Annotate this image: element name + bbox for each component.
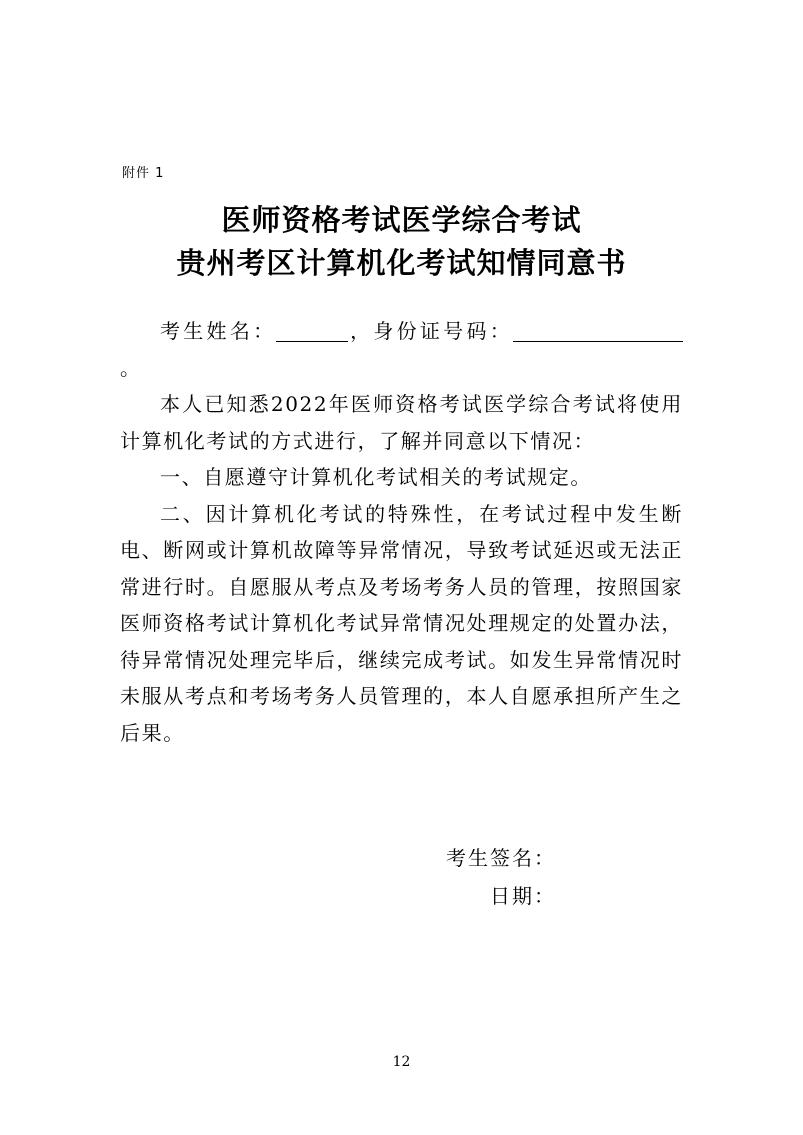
paragraph-item-1: 一、自愿遵守计算机化考试相关的考试规定。 — [160, 465, 592, 489]
candidate-info-line — [120, 313, 683, 386]
document-title-line-1: 医师资格考试医学综合考试 — [221, 203, 582, 237]
paragraph-item-2: 二、因计算机化考试的特殊性，在考试过程中发生断电、断网或计算机故障等异常情况，导致考试延迟或无法正常进行时。自愿服从考点及考场考务人员的管理，按照国家医师资格考试计算机化考试异常情况处理规定的处置办法，待异常情况处理完毕后，继续完成考试。如发生异常情况时未服从考点和考场考务人员管理的，本人自愿承担所产生之后果。 — [120, 501, 683, 745]
page-number: 12 — [392, 1054, 411, 1070]
name-blank-field[interactable] — [276, 319, 348, 342]
end-mark: 。 — [120, 355, 142, 380]
candidate-signature-label: 考生签名： — [446, 846, 556, 870]
id-number-blank-field[interactable] — [513, 319, 683, 342]
document-body — [120, 313, 683, 751]
id-number-label: ，身份证号码： — [348, 319, 514, 343]
document-title-line-2: 贵州考区计算机化考试知情同意书 — [176, 246, 627, 280]
date-label: 日期： — [490, 884, 556, 908]
paragraph-intro: 本人已知悉2022年医师资格考试医学综合考试将使用计算机化考试的方式进行，了解并同意以下情况： — [120, 392, 683, 453]
attachment-label: 附件 1 — [122, 166, 165, 181]
name-label: 考生姓名： — [160, 319, 277, 343]
